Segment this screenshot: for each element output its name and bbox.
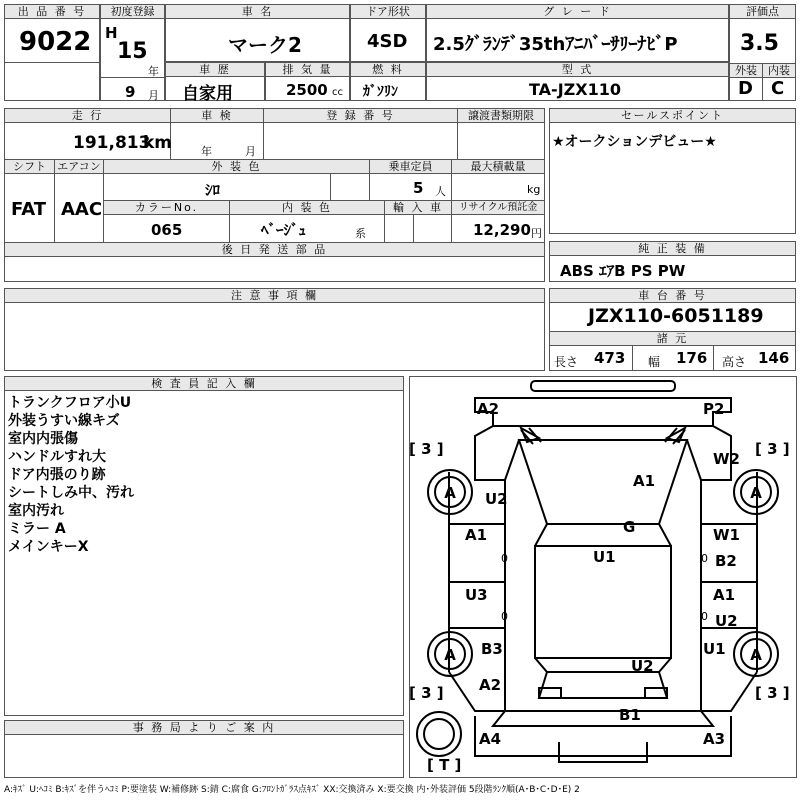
height-label: 高さ [722, 355, 747, 369]
specs-label: 諸 元 [550, 332, 795, 346]
length-label: 長さ [554, 355, 579, 369]
inspection-month-unit: 月 [245, 145, 256, 158]
height-value: 146 [758, 349, 790, 367]
lot-box [4, 4, 100, 101]
shift-value: FAT [11, 199, 47, 220]
damage-mark: A1 [713, 586, 736, 604]
displacement-box [265, 62, 350, 101]
inspection-year-unit: 年 [201, 145, 212, 158]
inspector-note: 室内汚れ [8, 503, 64, 519]
model-box [426, 62, 729, 101]
era-mark: H [105, 24, 118, 42]
damage-mark: U3 [465, 586, 488, 604]
fuel-value: ｶﾞｿﾘﾝ [363, 84, 398, 100]
equipment-box [549, 241, 796, 282]
max-load-unit: kg [527, 183, 541, 196]
spare-tire-mark: [ T ] [427, 756, 462, 774]
spec-grid [4, 108, 545, 282]
damage-mark: A4 [479, 730, 502, 748]
car-name: マーク2 [228, 33, 302, 57]
damage-mark: A [444, 646, 456, 664]
ext-color-value: ｼﾛ [205, 181, 221, 199]
recycle-unit: 円 [531, 227, 542, 240]
damage-mark: A1 [465, 526, 488, 544]
ext-grade-label: 外装 [730, 64, 763, 78]
score-label: 評価点 [730, 5, 795, 19]
recycle-value: 12,290 [473, 221, 531, 239]
displacement-value: 2500 [286, 81, 328, 99]
int-grade-label: 内装 [763, 64, 795, 78]
caution-box [4, 288, 545, 371]
damage-mark: U2 [631, 657, 654, 675]
shift-label: シフト [5, 160, 55, 174]
int-color-unit: 系 [355, 227, 366, 240]
door-box [350, 4, 426, 62]
color-number-label: カラーNo. [104, 201, 230, 215]
office-box [4, 720, 404, 778]
import-label: 輸 入 車 [385, 201, 452, 215]
door-zero-mark: 0 [701, 610, 708, 623]
damage-mark: U1 [593, 548, 616, 566]
inspector-note: シートしみ中、汚れ [8, 485, 134, 501]
sales-point-label: セールスポイント [550, 109, 795, 123]
damage-mark: W2 [713, 450, 740, 468]
damage-mark: B1 [619, 706, 641, 724]
width-label: 幅 [648, 355, 661, 369]
damage-mark: B3 [481, 640, 503, 658]
inspector-note: 室内内張傷 [8, 431, 78, 447]
office-label: 事 務 局 よ り ご 案 内 [5, 721, 403, 735]
damage-mark: W1 [713, 526, 740, 544]
front-bumper-top [531, 381, 675, 391]
inspector-notes [8, 394, 134, 556]
door-zero-mark: 0 [501, 610, 508, 623]
transfer-deadline-label: 譲渡書類期限 [458, 109, 544, 123]
length-value: 473 [594, 349, 626, 367]
inspector-note: トランクフロア小U [8, 395, 132, 411]
capacity-value: 5 [413, 179, 424, 197]
max-load-label: 最大積載量 [452, 160, 544, 174]
damage-mark: A [750, 484, 762, 502]
width-value: 176 [676, 349, 708, 367]
door-type: 4SD [367, 31, 408, 52]
inspector-note: メインキーX [8, 539, 89, 555]
chassis-label: 車 台 番 号 [550, 289, 795, 303]
year-unit: 年 [148, 65, 159, 78]
first-registration-box [100, 4, 165, 101]
reg-number-label: 登 録 番 号 [264, 109, 458, 123]
model-label: 型 式 [427, 63, 728, 77]
car-name-box [165, 4, 350, 62]
damage-mark: P2 [703, 400, 725, 418]
int-color-label: 内 装 色 [230, 201, 385, 215]
first-reg-month: 9 [125, 83, 136, 101]
car-damage-diagram [409, 376, 797, 778]
hood [519, 440, 687, 524]
damage-mark: U2 [715, 612, 738, 630]
displacement-label: 排 気 量 [266, 63, 349, 77]
capacity-unit: 人 [435, 185, 446, 198]
fuel-box [350, 62, 426, 101]
ac-label: エアコン [55, 160, 104, 174]
ext-color-label: 外 装 色 [104, 160, 370, 174]
lot-label: 出 品 番 号 [5, 5, 99, 19]
inspector-label: 検 査 員 記 入 欄 [5, 377, 403, 391]
inspector-note: ミラー A [8, 521, 66, 537]
lot-number: 9022 [19, 27, 92, 57]
history-label: 車 歴 [166, 63, 264, 77]
score-value: 3.5 [740, 31, 779, 56]
car-name-label: 車 名 [166, 5, 349, 19]
hood-area [475, 426, 731, 480]
first-reg-year: 15 [117, 39, 148, 64]
inspector-note: ドア内張のり跡 [8, 467, 106, 483]
damage-mark: A [750, 646, 762, 664]
history-value: 自家用 [182, 84, 233, 104]
inspector-note: 外装うすい線キズ [8, 413, 120, 429]
chassis-number: JZX110-6051189 [588, 305, 764, 327]
fuel-label: 燃 料 [351, 63, 425, 77]
model-value: TA-JZX110 [529, 80, 621, 99]
recycle-label: リサイクル預託金 [452, 201, 544, 215]
legend: A:ｷｽﾞ U:ﾍｺﾐ B:ｷｽﾞを伴うﾍｺﾐ P:要塗装 W:補修跡 S:錆 C:腐食 G:ﾌﾛﾝﾄｶﾞﾗｽ点ｷｽﾞ XX:交換済み X:要交換 内･外装評価 5段階ﾗﾝｸ順(A･B･C･D･E) 2 [4, 785, 580, 795]
tire-tread-mark: [ 3 ] [409, 684, 444, 702]
sales-point-value: ★オークションデビュー★ [552, 134, 717, 150]
trunk [493, 711, 713, 726]
front-bumper [475, 398, 731, 426]
inspector-note: ハンドルすれ大 [8, 449, 106, 465]
damage-mark: U1 [703, 640, 726, 658]
damage-mark: B2 [715, 552, 737, 570]
ac-value: AAC [61, 199, 103, 220]
mileage-unit: km [143, 133, 173, 153]
damage-mark: A2 [479, 676, 502, 694]
damage-mark: A2 [477, 400, 500, 418]
first-reg-label: 初度登録 [101, 5, 164, 19]
sales-point-box [549, 108, 796, 234]
tire-tread-mark: [ 3 ] [755, 440, 790, 458]
int-grade-value: C [771, 78, 785, 99]
caution-label: 注 意 事 項 欄 [5, 289, 544, 303]
displacement-unit: cc [332, 87, 343, 98]
mileage-value: 191,813 [73, 133, 151, 153]
damage-mark: U2 [485, 490, 508, 508]
door-label: ドア形状 [351, 5, 425, 19]
mileage-label: 走 行 [5, 109, 171, 123]
int-color-value: ﾍﾞｰｼﾞｭ [261, 221, 307, 239]
door-zero-mark: 0 [501, 552, 508, 565]
inspection-label: 車 検 [171, 109, 264, 123]
damage-mark: A3 [703, 730, 726, 748]
tire-tread-mark: [ 3 ] [409, 440, 444, 458]
score-box [729, 4, 796, 101]
grade-box [426, 4, 729, 62]
rear-bumper [475, 716, 731, 756]
equipment-value: ABS ｴｱB PS PW [560, 262, 686, 280]
chassis-box [549, 288, 796, 371]
damage-mark: G [623, 518, 636, 536]
tire-tread-mark: [ 3 ] [755, 684, 790, 702]
later-parts-label: 後 日 発 送 部 品 [5, 243, 544, 257]
ext-grade-value: D [738, 78, 753, 99]
color-number-value: 065 [151, 221, 183, 239]
capacity-label: 乗車定員 [370, 160, 452, 174]
damage-mark: A [444, 484, 456, 502]
door-zero-mark: 0 [701, 552, 708, 565]
month-unit: 月 [148, 89, 159, 102]
grade-label: グ レ ー ド [427, 5, 728, 19]
equipment-label: 純 正 装 備 [550, 242, 795, 256]
damage-mark: A1 [633, 472, 656, 490]
grade-value: 2.5ｸﾞﾗﾝﾃﾞ35thｱﾆﾊﾞｰｻﾘｰﾅﾋﾞP [433, 34, 678, 55]
history-box [165, 62, 265, 104]
